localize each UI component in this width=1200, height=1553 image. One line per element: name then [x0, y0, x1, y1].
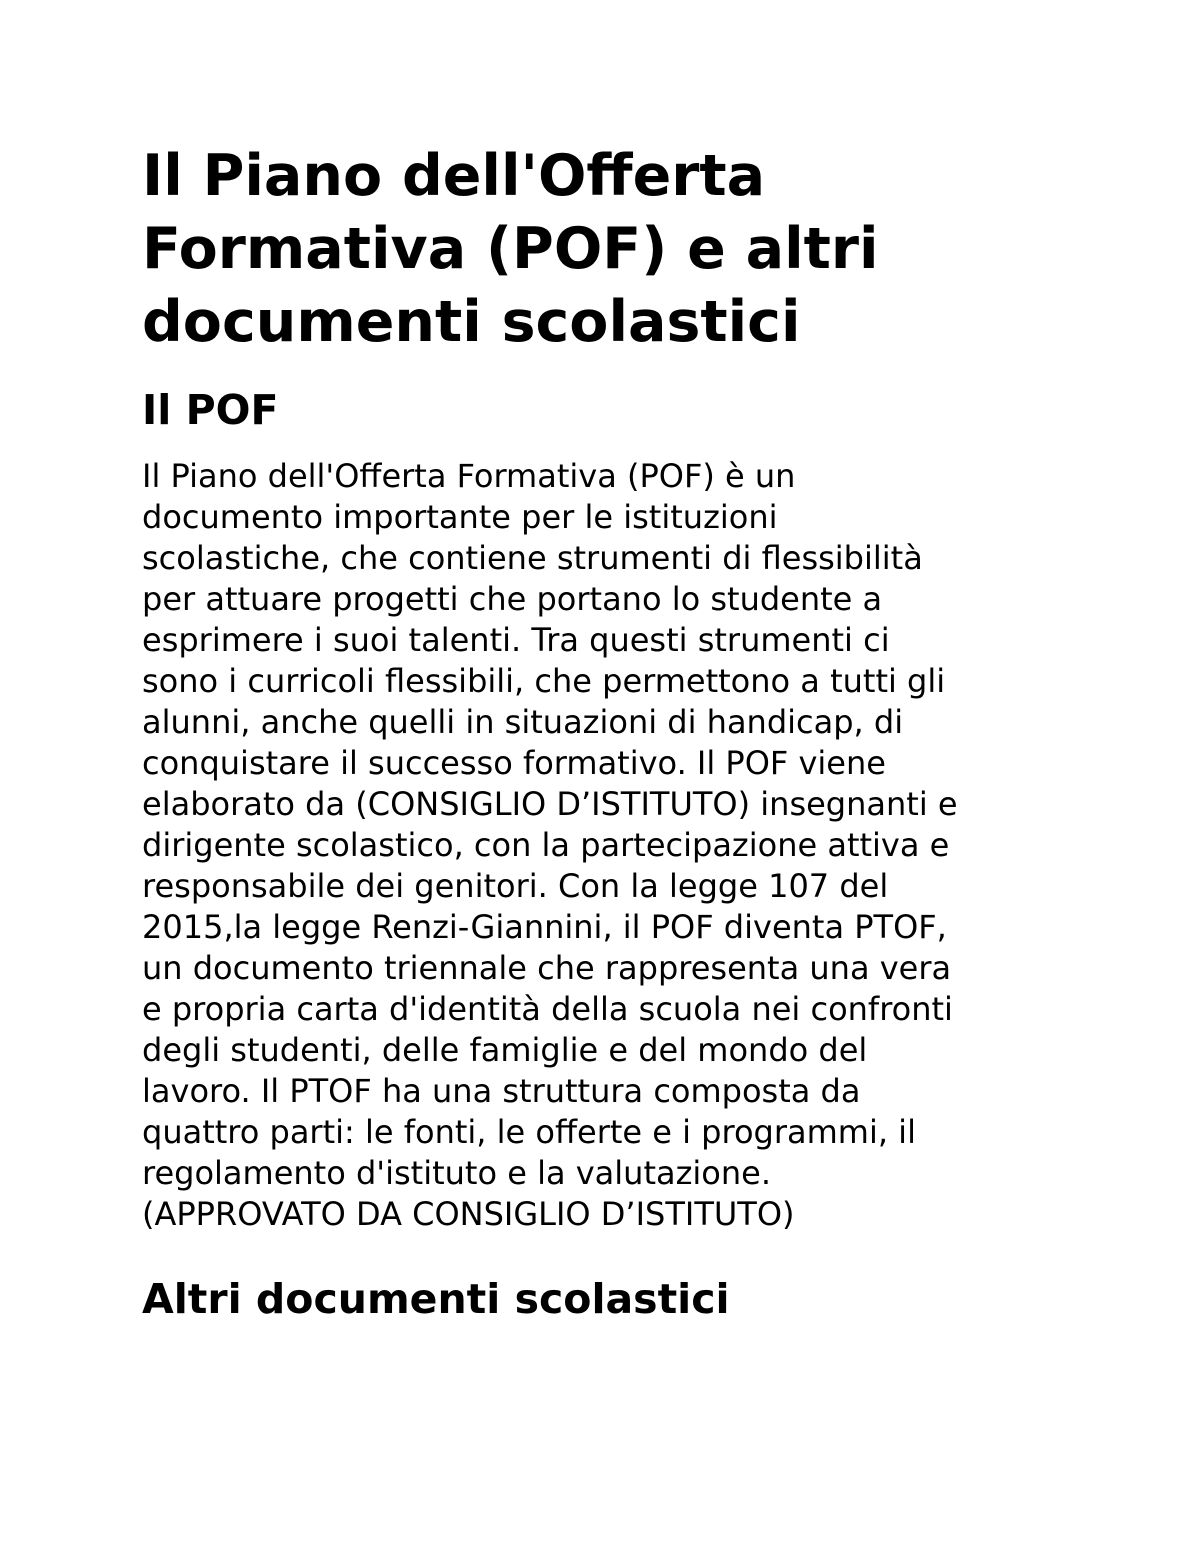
section-heading-pof: Il POF: [142, 386, 279, 434]
title-line: Il Piano dell'Offerta: [142, 143, 766, 209]
paragraph-line: (APPROVATO DA CONSIGLIO D’ISTITUTO): [142, 1195, 795, 1233]
paragraph-line: degli studenti, delle famiglie e del mondo del: [142, 1031, 868, 1069]
document-title: [142, 140, 1062, 359]
paragraph-line: Il Piano dell'Offerta Formativa (POF) è un: [142, 457, 796, 495]
paragraph-line: sono i curricoli flessibili, che permettono a tutti gli: [142, 662, 946, 700]
paragraph-line: responsabile dei genitori. Con la legge 107 del: [142, 867, 889, 905]
paragraph-line: dirigente scolastico, con la partecipazione attiva e: [142, 826, 950, 864]
paragraph-line: e propria carta d'identità della scuola nei confronti: [142, 990, 953, 1028]
section-heading-altri-documenti: Altri documenti scolastici: [142, 1275, 730, 1323]
pof-paragraph: [142, 456, 1062, 1235]
paragraph-line: scolastiche, che contiene strumenti di flessibilità: [142, 539, 923, 577]
paragraph-line: esprimere i suoi talenti. Tra questi strumenti ci: [142, 621, 890, 659]
paragraph-line: documento importante per le istituzioni: [142, 498, 778, 536]
paragraph-line: elaborato da (CONSIGLIO D’ISTITUTO) insegnanti e: [142, 785, 958, 823]
paragraph-line: lavoro. Il PTOF ha una struttura composta da: [142, 1072, 861, 1110]
title-line: Formativa (POF) e altri: [142, 216, 879, 282]
document-page: [142, 140, 1062, 1324]
paragraph-line: regolamento d'istituto e la valutazione.: [142, 1154, 772, 1192]
paragraph-line: 2015,la legge Renzi-Giannini, il POF diventa PTOF,: [142, 908, 947, 946]
paragraph-line: conquistare il successo formativo. Il POF viene: [142, 744, 886, 782]
paragraph-line: per attuare progetti che portano lo studente a: [142, 580, 883, 618]
paragraph-line: quattro parti: le fonti, le offerte e i programmi, il: [142, 1113, 916, 1151]
paragraph-line: alunni, anche quelli in situazioni di handicap, di: [142, 703, 904, 741]
title-line: documenti scolastici: [142, 289, 801, 355]
paragraph-line: un documento triennale che rappresenta una vera: [142, 949, 952, 987]
